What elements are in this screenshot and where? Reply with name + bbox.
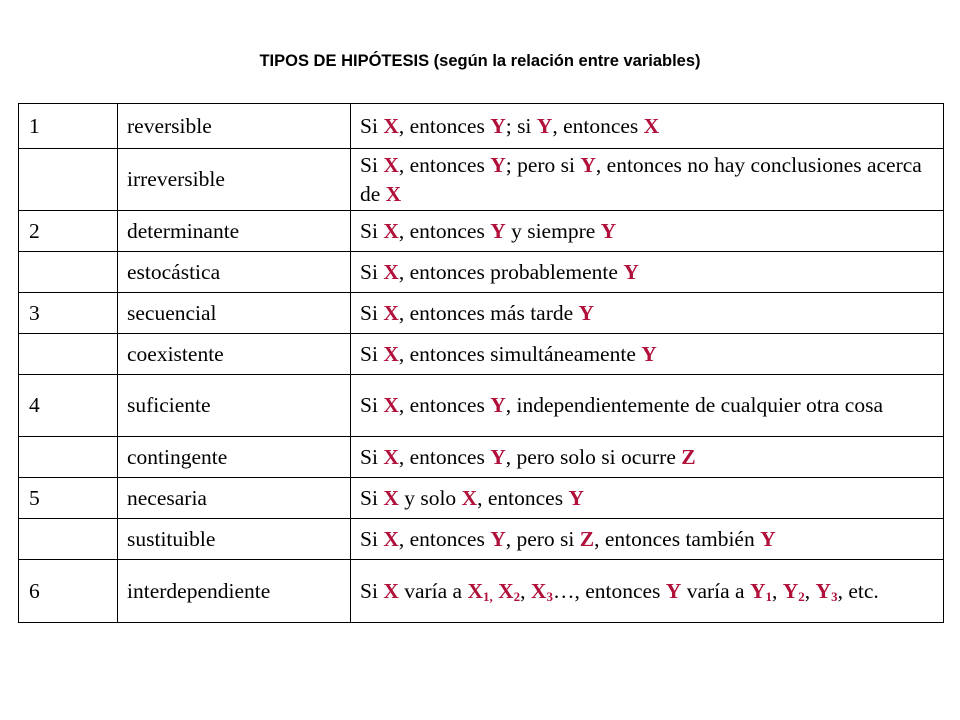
table-row — [19, 149, 944, 211]
page-title: TIPOS DE HIPÓTESIS (según la relación entre variables) — [259, 52, 701, 70]
variable-symbol: Y — [490, 526, 506, 551]
row-number — [19, 437, 118, 478]
variable-symbol: Y — [623, 259, 639, 284]
table-row — [19, 478, 944, 519]
variable-symbol: X — [383, 152, 399, 177]
variable-symbol: $Y_3$ — [815, 578, 838, 604]
row-number — [19, 334, 118, 375]
hypothesis-type: suficiente — [118, 375, 351, 437]
variable-symbol: X — [383, 393, 399, 417]
table-row — [19, 211, 944, 252]
variable-symbol: Y — [536, 113, 553, 138]
hypothesis-type: determinante — [118, 211, 351, 252]
variable-symbol: $X_{1,}$ — [467, 578, 493, 604]
hypothesis-description: Si X y solo X, entonces Y — [351, 478, 944, 519]
hypothesis-type: sustituible — [118, 519, 351, 560]
hypothesis-type: contingente — [118, 437, 351, 478]
row-number — [19, 519, 118, 560]
hypothesis-description: Si X, entonces simultáneamente Y — [351, 334, 944, 375]
row-number: 3 — [19, 293, 118, 334]
variable-symbol: X — [383, 341, 399, 366]
row-number: 4 — [19, 375, 118, 437]
row-number: 1 — [19, 104, 118, 149]
variable-symbol: X — [383, 113, 399, 138]
variable-symbol: X — [383, 526, 399, 551]
table-row — [19, 334, 944, 375]
variable-symbol: Y — [490, 113, 506, 138]
variable-symbol: $Y_1$ — [749, 578, 772, 604]
variable-symbol: X — [383, 578, 399, 603]
variable-symbol: $X_2$ — [498, 578, 521, 604]
hypothesis-type: irreversible — [118, 149, 351, 211]
variable-symbol: $X_3$ — [530, 578, 553, 604]
variable-symbol: X — [383, 218, 399, 243]
variable-symbol: Y — [490, 444, 506, 469]
hypothesis-type: necesaria — [118, 478, 351, 519]
variable-symbol: X — [383, 444, 399, 469]
hypothesis-description: Si X, entonces Y, pero si Z, entonces también Y — [351, 519, 944, 560]
hypothesis-description: Si X, entonces más tarde Y — [351, 293, 944, 334]
hypothesis-type: estocástica — [118, 252, 351, 293]
hypothesis-type: secuencial — [118, 293, 351, 334]
row-number: 5 — [19, 478, 118, 519]
hypothesis-description: Si X, entonces probablemente Y — [351, 252, 944, 293]
variable-symbol: Y — [490, 393, 506, 417]
variable-symbol: X — [383, 485, 399, 510]
row-number — [19, 252, 118, 293]
variable-symbol: Z — [579, 526, 595, 551]
variable-symbol: Y — [641, 341, 657, 366]
variable-symbol: Z — [681, 444, 696, 469]
variable-symbol: X — [383, 259, 399, 284]
variable-symbol: $Y_2$ — [782, 578, 805, 604]
hypothesis-types-table — [18, 103, 944, 623]
row-number: 6 — [19, 560, 118, 623]
hypothesis-description: Si X varía a $X_{1,}$ $X_2$, $X_3\dots$, entonces Y varía a $Y_1$, $Y_2$, $Y_3$, etc. — [351, 560, 944, 623]
variable-symbol: Y — [580, 152, 596, 177]
variable-symbol: X — [385, 181, 402, 206]
variable-symbol: Y — [490, 218, 506, 243]
hypothesis-type: coexistente — [118, 334, 351, 375]
variable-symbol: Y — [578, 300, 595, 325]
row-number — [19, 149, 118, 211]
table-row — [19, 437, 944, 478]
hypothesis-description: Si X, entonces Y; pero si Y, entonces no hay conclusiones acerca de X — [351, 149, 944, 211]
variable-symbol: Y — [760, 526, 776, 551]
table-row — [19, 104, 944, 149]
variable-symbol: Y — [490, 152, 506, 177]
table-row — [19, 252, 944, 293]
table-body — [19, 104, 944, 623]
hypothesis-type: reversible — [118, 104, 351, 149]
table-row — [19, 293, 944, 334]
variable-symbol: X — [461, 485, 478, 510]
table-row — [19, 560, 944, 623]
hypothesis-description: Si X, entonces Y; si Y, entonces X — [351, 104, 944, 149]
variable-symbol: Y — [568, 485, 584, 510]
hypothesis-type: interdependiente — [118, 560, 351, 623]
table-row — [19, 375, 944, 437]
variable-symbol: Y — [600, 218, 617, 243]
variable-symbol: X — [383, 300, 399, 325]
hypothesis-description: Si X, entonces Y, independientemente de cualquier otra cosa — [351, 375, 944, 437]
table-row — [19, 519, 944, 560]
row-number: 2 — [19, 211, 118, 252]
variable-symbol: X — [643, 113, 660, 138]
hypothesis-description: Si X, entonces Y y siempre Y — [351, 211, 944, 252]
variable-symbol: Y — [665, 578, 682, 603]
hypothesis-description: Si X, entonces Y, pero solo si ocurre Z — [351, 437, 944, 478]
